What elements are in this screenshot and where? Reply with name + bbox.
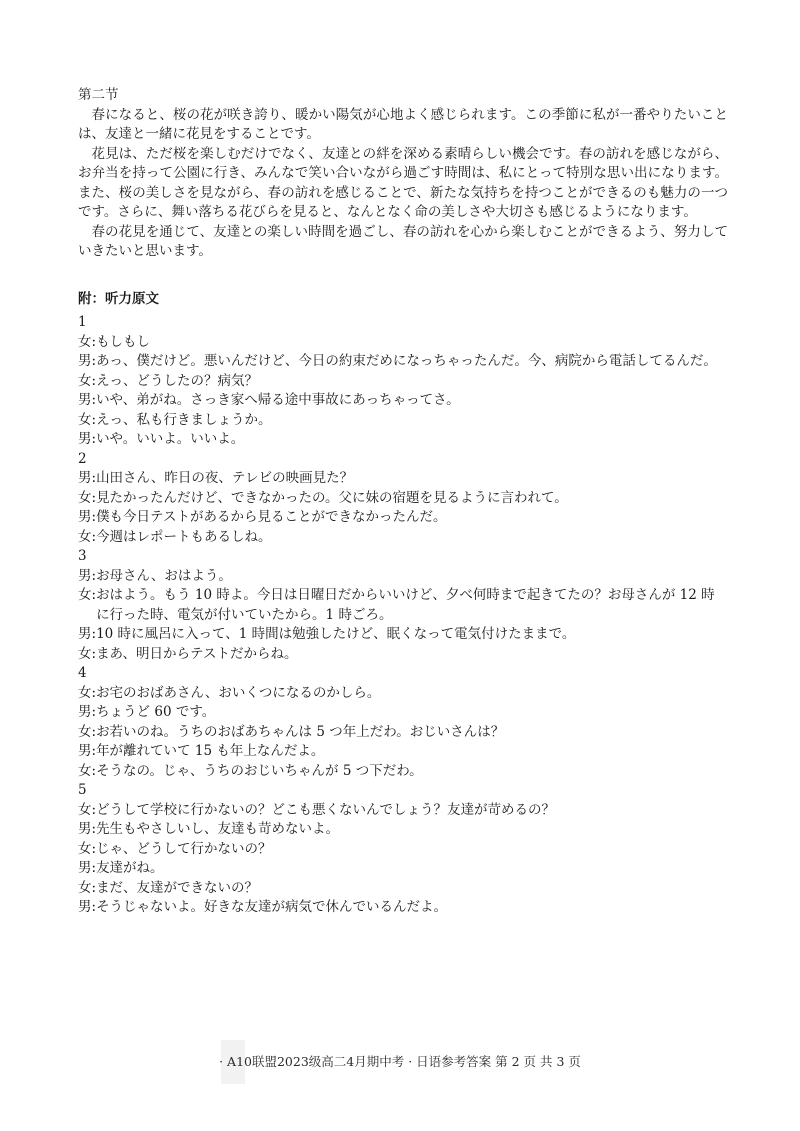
dialogue-number: 5	[78, 782, 87, 798]
dialogue-line	[78, 391, 728, 411]
speaker-label: 女:	[78, 801, 97, 818]
dialogue-line	[78, 430, 728, 450]
dialogue-line	[78, 859, 728, 879]
dialogue-line	[78, 469, 728, 489]
speaker-label: 女:	[78, 879, 97, 896]
utterance: お母さん、おはよう。	[96, 567, 232, 584]
dialogue-line	[78, 762, 728, 782]
dialogue-line	[78, 333, 728, 353]
essay-paragraph: 春の花見を通じて、友達との楽しい時間を過ごし、春の訪れを心から楽しむことができるよう、努力していきたいと思います。	[78, 223, 728, 259]
speaker-label: 男:	[78, 567, 97, 584]
page-footer: · A10联盟2023级高二4月期中考 · 日语参考答案 第 2 页 共 3 页	[219, 1054, 581, 1069]
utterance: 友達がね。	[96, 860, 164, 876]
dialogue-block	[78, 664, 728, 781]
dialogue-line	[78, 723, 728, 743]
speaker-label: 女:	[78, 411, 97, 428]
speaker-label: 男:	[78, 821, 97, 837]
utterance: もしもし	[96, 333, 151, 350]
utterance: 見たかったんだけど、できなかったの。父に妹の宿題を見るように言われて。	[96, 489, 568, 506]
utterance: 僕も今日テストがあるから見ることができなかったんだ。	[96, 509, 447, 525]
essay-paragraph: 花見は、ただ桜を楽しむだけでなく、友達との絆を深める素晴らしい機会です。春の訪れを感じながら、お弁当を持って公園に行き、みんなで笑い合いながら過ごす時間は、私にとって特別な思い出になります。また、桜の美しさを見ながら、春の訪れを感じることで、新たな気持ちを持つことができるのも魅力の一つです。さらに、舞い落ちる花びらを見ると、なんとなく命の美しさや大切さも感じるようになります。	[78, 145, 728, 220]
dialogue-line	[78, 801, 728, 821]
dialogue-number: 2	[78, 450, 87, 467]
speaker-label: 男:	[78, 899, 97, 915]
page-content	[78, 86, 728, 918]
utterance: じゃ、どうして行かないの？	[96, 840, 272, 857]
section-title: 第二节	[78, 87, 119, 103]
utterance: そうじゃないよ。好きな友達が病気で休んでいるんだよ。	[96, 899, 448, 915]
utterance: 山田さん、昨日の夜、テレビの映画見た？	[96, 470, 354, 486]
dialogue-line	[78, 898, 728, 918]
utterance: お若いのね。うちのおばあちゃんは 5 つ年上だわ。おじいさんは？	[96, 723, 505, 740]
essay-paragraph: 春になると、桜の花が咲き誇り、暖かい陽気が心地よく感じられます。この季節に私が一番やりたいことは、友達と一緒に花見をすることです。	[78, 106, 728, 142]
speaker-label: 女:	[78, 645, 97, 662]
speaker-label: 女:	[78, 333, 97, 350]
speaker-label: 男:	[78, 509, 97, 525]
dialogue-line	[78, 411, 728, 431]
speaker-label: 男:	[78, 470, 97, 486]
dialogue-block	[78, 313, 728, 450]
dialogue-block	[78, 781, 728, 918]
utterance: 10 時に風呂に入って、1 時間は勉強したけど、眠くなって電気付けたままで。	[96, 626, 576, 642]
utterance: えっ、どうしたの？病気？	[96, 372, 259, 389]
speaker-label: 男:	[78, 704, 97, 720]
speaker-label: 女:	[78, 489, 97, 506]
utterance: あっ、僕だけど。悪いんだけど、今日の約束だめになっちゃったんだ。今、病院から電話してるんだ。	[96, 353, 717, 369]
utterance: いや。いいよ。いいよ。	[96, 431, 245, 447]
speaker-label: 男:	[78, 626, 97, 642]
dialogue-line	[78, 625, 728, 645]
utterance: おはよう。もう 10 時よ。今日は日曜日だからいいけど、夕べ何時まで起きてたの？お母さんが 12 時に行った時、電気が付いていたから。1 時ごろ。	[96, 587, 715, 623]
dialogue-block	[78, 547, 728, 664]
utterance: 年が離れていて 15 も年上なんだよ。	[96, 743, 325, 759]
speaker-label: 女:	[78, 762, 97, 779]
speaker-label: 男:	[78, 743, 97, 759]
speaker-label: 女:	[78, 372, 97, 389]
speaker-label: 女:	[78, 528, 97, 545]
dialogue-line	[78, 742, 728, 762]
utterance: まだ、友達ができないの？	[96, 879, 259, 896]
speaker-label: 男:	[78, 392, 97, 408]
dialogue-line	[78, 372, 728, 392]
dialogue-number: 4	[78, 665, 87, 681]
dialogue-number: 1	[78, 314, 87, 330]
dialogue-number: 3	[78, 548, 87, 564]
speaker-label: 女:	[78, 723, 97, 740]
dialogue-line	[78, 684, 728, 704]
dialogue-line	[78, 489, 728, 509]
utterance: お宅のおばあさん、おいくつになるのかしら。	[96, 684, 381, 701]
dialogue-line	[78, 508, 728, 528]
speaker-label: 男:	[78, 353, 97, 369]
speaker-label: 男:	[78, 860, 97, 876]
utterance: どうして学校に行かないの？どこも悪くないんでしょう？友達が苛めるの？	[96, 801, 556, 818]
speaker-label: 男:	[78, 431, 97, 447]
utterance: ちょうど 60 です。	[96, 704, 216, 720]
dialogue-line	[78, 567, 728, 587]
utterance: まあ、明日からテストだからね。	[96, 645, 298, 662]
dialogue-line	[78, 703, 728, 723]
appendix-title: 附：听力原文	[78, 290, 159, 307]
speaker-label: 女:	[78, 587, 97, 603]
speaker-label: 女:	[78, 684, 97, 701]
speaker-label: 女:	[78, 840, 97, 857]
dialogue-line	[78, 879, 728, 899]
utterance: 先生もやさしいし、友達も苛めないよ。	[96, 821, 340, 837]
dialogue-line	[78, 352, 728, 372]
utterance: 今週はレポートもあるしね。	[96, 528, 272, 545]
dialogue-line	[78, 528, 728, 548]
utterance: えっ、私も行きましょうか。	[96, 411, 272, 428]
utterance: そうなの。じゃ、うちのおじいちゃんが 5 つ下だわ。	[96, 762, 423, 779]
dialogue-line	[78, 645, 728, 665]
dialogue-block	[78, 450, 728, 548]
dialogue-line	[78, 820, 728, 840]
dialogue-line	[78, 840, 728, 860]
utterance: いや、弟がね。さっき家へ帰る途中事故にあっちゃってさ。	[96, 392, 460, 408]
dialogue-line	[78, 586, 728, 625]
